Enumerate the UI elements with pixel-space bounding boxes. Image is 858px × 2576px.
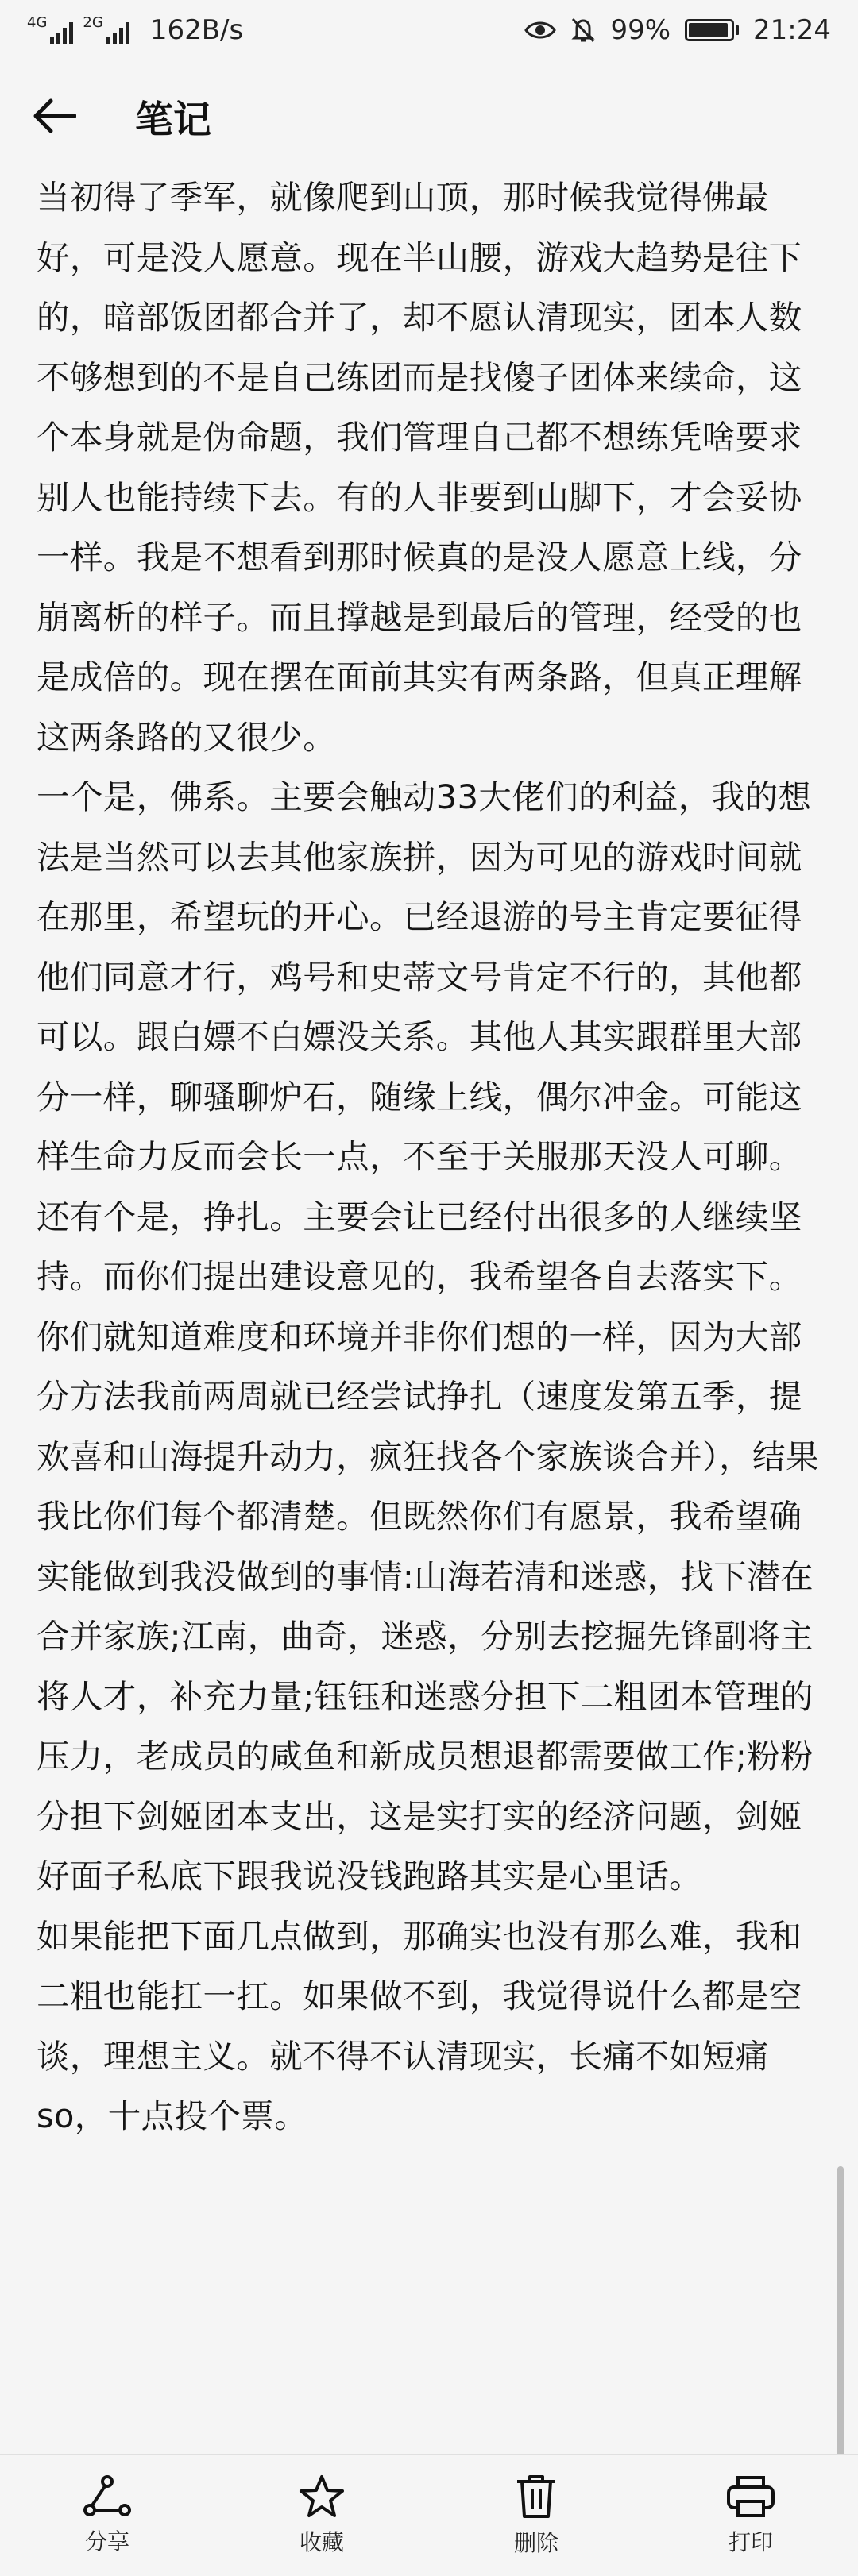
- note-body[interactable]: [37, 168, 831, 2146]
- status-bar: [0, 0, 858, 60]
- print-button[interactable]: [644, 2455, 858, 2576]
- scrollbar[interactable]: [837, 2166, 844, 2462]
- app-bar: [0, 60, 858, 172]
- star-icon: [298, 2474, 346, 2519]
- favorite-button[interactable]: [214, 2455, 429, 2576]
- mute-bell-icon: [570, 17, 596, 44]
- signal-icon-sim2: [83, 14, 129, 44]
- note-paragraph: 当初得了季军，就像爬到山顶，那时候我觉得佛最好，可是没人愿意。现在半山腰，游戏大趋势是往下的，暗部饭团都合并了，却不愿认清现实，团本人数不够想到的不是自己练团而是找傻子团体来续命，这个本身就是伪命题，我们管理自己都不想练凭啥要求别人也能持续下去。有的人非要到山脚下，才会妥协一样。我是不想看到那时候真的是没人愿意上线，分崩离析的样子。而且撑越是到最后的管理，经受的也是成倍的。现在摆在面前其实有两条路，但真正理解这两条路的又很少。: [37, 178, 802, 757]
- battery-percent: 99%: [610, 14, 671, 46]
- share-icon: [83, 2475, 131, 2518]
- bottom-toolbar: [0, 2454, 858, 2576]
- signal1-label: 4G: [27, 14, 48, 31]
- note-paragraph: so，十点投个票。: [37, 2096, 308, 2135]
- clock: 21:24: [753, 14, 831, 46]
- share-button[interactable]: [0, 2455, 214, 2576]
- note-paragraph: 一个是，佛系。主要会触动33大佬们的利益，我的想法是当然可以去其他家族拼，因为可见的游戏时间就在那里，希望玩的开心。已经退游的号主肯定要征得他们同意才行，鸡号和史蒂文号肯定不行的，其他都可以。跟白嫖不白嫖没关系。其他人其实跟群里大部分一样，聊骚聊炉石，随缘上线，偶尔冲金。可能这样生命力反而会长一点，不至于关服那天没人可聊。: [37, 777, 812, 1176]
- status-right: [524, 14, 831, 46]
- printer-icon: [725, 2474, 776, 2519]
- network-speed: 162B/s: [149, 14, 244, 46]
- back-button[interactable]: [32, 84, 95, 148]
- delete-label: 删除: [513, 2529, 558, 2556]
- favorite-label: 收藏: [299, 2528, 344, 2555]
- note-paragraph: 还有个是，挣扎。主要会让已经付出很多的人继续坚持。而你们提出建设意见的，我希望各自去落实下。你们就知道难度和环境并非你们想的一样，因为大部分方法我前两周就已经尝试挣扎（速度发第五季，提欢喜和山海提升动力，疯狂找各个家族谈合并），结果我比你们每个都清楚。但既然你们有愿景，我希望确实能做到我没做到的事情:山海若清和迷惑，找下潜在合并家族;江南，曲奇，迷惑，分别去挖掘先锋副将主将人才，补充力量;钰钰和迷惑分担下二粗团本管理的压力，老成员的咸鱼和新成员想退都需要做工作;粉粉分担下剑姬团本支出，这是实打实的经济问题，剑姬好面子私底下跟我说没钱跑路其实是心里话。: [37, 1197, 819, 1895]
- share-label: 分享: [84, 2528, 129, 2555]
- page-title: 笔记: [135, 97, 212, 142]
- trash-icon: [514, 2474, 558, 2520]
- status-left: [27, 14, 243, 46]
- signal-icon-sim1: [27, 14, 73, 44]
- print-label: 打印: [728, 2528, 773, 2555]
- note-paragraph: 如果能把下面几点做到，那确实也没有那么难，我和二粗也能扛一扛。如果做不到，我觉得说什么都是空谈，理想主义。就不得不认清现实，长痛不如短痛: [37, 1916, 802, 2076]
- signal2-label: 2G: [83, 14, 103, 31]
- arrow-left-icon: [32, 98, 76, 134]
- delete-button[interactable]: [429, 2455, 644, 2576]
- battery-icon: [685, 19, 739, 41]
- eye-icon: [524, 19, 556, 41]
